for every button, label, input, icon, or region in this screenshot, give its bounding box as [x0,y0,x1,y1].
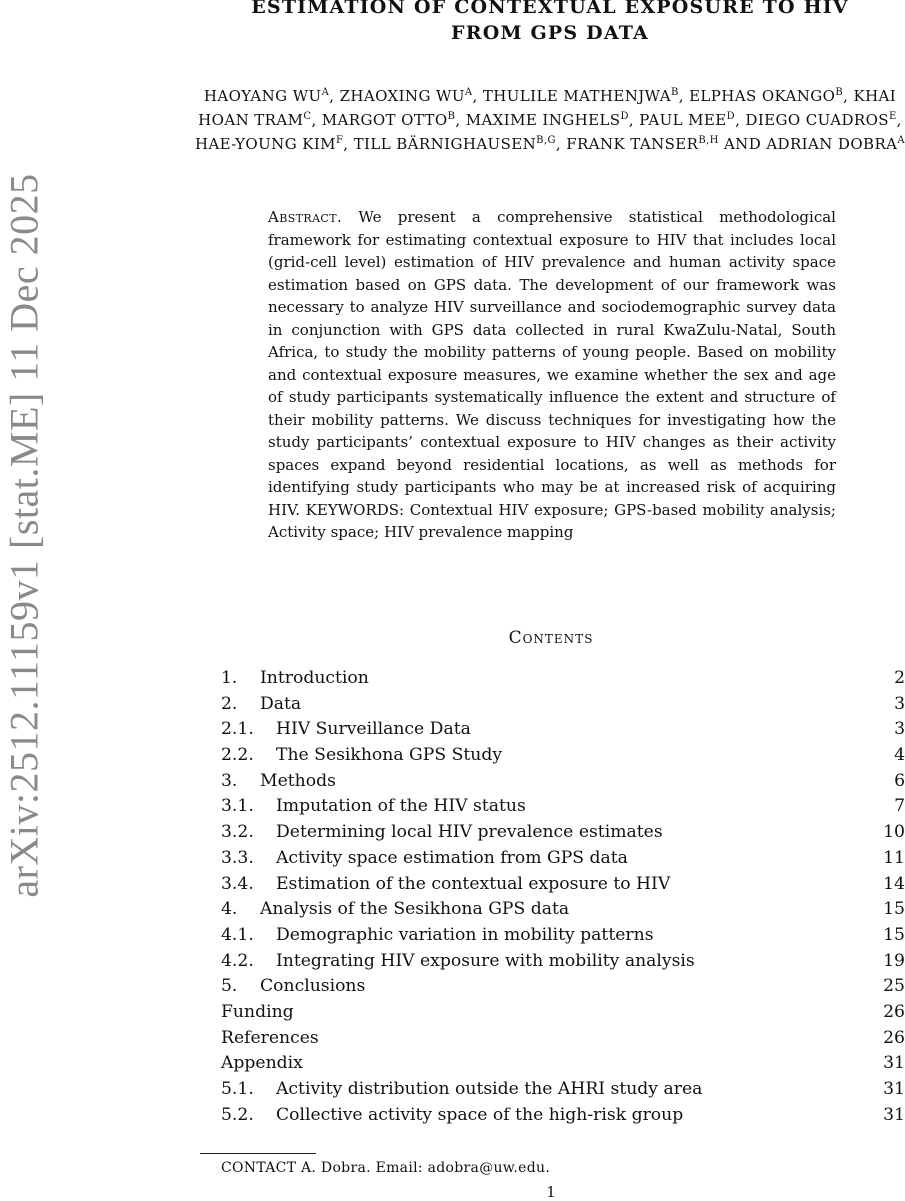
author-name: TILL BÄRNIGHAUSEN [353,135,537,153]
toc-entry-number: 3. [221,770,238,791]
toc-entry-number: 2.1. [221,719,254,740]
author-name: KHAI HOAN TRAM [198,87,897,129]
author-name: MARGOT OTTO [321,111,448,129]
paper-title [200,0,900,46]
contents-heading: Contents [508,628,594,648]
toc-entry-page: 3 [894,693,905,714]
author-name: HAE-YOUNG KIM [194,135,336,153]
arxiv-identifier-sidebar [0,172,48,898]
toc-entry-number: 4.1. [221,924,254,945]
toc-entry[interactable] [221,1103,905,1129]
author-affiliation: F [335,135,344,146]
author-name: HAOYANG WU [203,87,322,105]
toc-entry-page: 3 [894,719,905,740]
toc-entry-title: Introduction [260,668,369,688]
contact-footnote: CONTACT A. Dobra. Email: adobra@uw.edu. [221,1160,551,1176]
toc-entry-title: Integrating HIV exposure with mobility analysis [276,950,695,971]
toc-entry-number: 5.1. [221,1079,254,1099]
toc-entry-number: 1. [221,668,238,688]
author-name: ELPHAS OKANGO [689,87,836,105]
title-line-2: FROM GPS DATA [451,22,649,44]
toc-entry-page: 6 [894,770,905,791]
author-affiliation: D [726,111,736,122]
abstract-text: We present a comprehensive statistical methodological framework for estimating contextual exposure to HIV that includes local (grid-cell level) estimation of HIV prevalence and human activity space estimation based on GPS data. The development of our framework was necessary to analyze HIV surveillance and sociodemographic survey data in conjunction with GPS data collected in rural KwaZulu-Natal, South Africa, to study the mobility patterns of young people. Based on mobility and contextual exposure measures, we examine whether the sex and age of study participants systematically influence the extent and structure of their mobility patterns. We discuss techniques for investigating how the study participants’ contextual exposure to HIV changes as their activity spaces expand beyond residential locations, as well as methods for identifying study participants who may be at increased risk of acquiring HIV. KEYWORDS: Contextual HIV exposure; GPS-based mobility analysis; Activity space; HIV prevalence mapping [268,208,836,541]
author [689,87,853,105]
toc-entry-number: 4.2. [221,950,254,971]
author-separator: , [735,111,746,129]
page-number: 1 [546,1183,556,1201]
author [354,135,567,153]
abstract-label: Abstract. [268,208,343,226]
toc-entry-title: Activity distribution outside the AHRI study area [276,1079,703,1099]
toc-entry-number: 3.3. [221,847,254,868]
toc-entry-page: 2 [894,668,905,688]
toc-entry-number: 4. [221,899,238,920]
author-separator: , [343,135,354,153]
toc-entry-page: 4 [894,745,905,766]
author [745,111,901,129]
footnote-divider [200,1153,316,1154]
author-name: PAUL MEE [639,111,727,129]
author-name: FRANK TANSER [566,135,699,153]
toc-entry-page: 10 [883,822,905,843]
toc-entry-page: 14 [883,873,905,894]
toc-entry-title: Analysis of the Sesikhona GPS data [260,899,570,920]
author-name: ZHAOXING WU [339,87,465,105]
toc-entry[interactable] [221,666,905,692]
author-name: ADRIAN DOBRA [766,135,898,153]
toc-entry[interactable] [221,820,905,846]
toc-entry-title: Data [260,693,302,714]
author [204,87,340,105]
toc-entry-title: HIV Surveillance Data [276,719,471,740]
toc-entry-page: 15 [883,924,905,945]
abstract [268,206,836,544]
toc-entry-page: 31 [883,1053,905,1074]
author-list [190,84,905,156]
author [639,111,745,129]
toc-entry-title: Estimation of the contextual exposure to HIV [276,873,671,894]
toc-entry-title: Methods [260,770,336,791]
author-affiliation: A [897,135,905,146]
author-separator: , [455,111,466,129]
author-name: MAXIME INGHELS [465,111,621,129]
author-affiliation: B,H [698,135,719,146]
toc-entry-title: Demographic variation in mobility patterns [276,924,654,945]
toc-entry-page: 26 [883,1027,905,1048]
toc-entry-number: 5.2. [221,1104,254,1125]
toc-entry-page: 7 [894,796,905,817]
toc-entry[interactable] [221,872,905,898]
author-affiliation: E [888,111,897,122]
toc-entry-page: 31 [883,1079,905,1099]
toc-entry[interactable] [221,717,905,743]
author [483,87,689,105]
title-line-1: ESTIMATION OF CONTEXTUAL EXPOSURE TO HIV [251,0,849,18]
author-affiliation: A [321,87,330,98]
author [766,135,905,153]
toc-entry[interactable] [221,769,905,795]
author-affiliation: D [620,111,629,122]
toc-entry-number: 2.2. [221,745,254,766]
toc-entry[interactable] [221,692,905,718]
author-affiliation: B,G [536,135,556,146]
toc-entry-title: Determining local HIV prevalence estimates [276,822,663,843]
toc-entry[interactable] [221,1026,905,1052]
author-separator: , [472,87,483,105]
author-affiliation: B [835,87,844,98]
toc-entry-number: 2. [221,693,238,714]
author-separator: , [896,111,902,129]
toc-entry[interactable] [221,974,905,1000]
toc-entry-title: Appendix [221,1053,303,1074]
toc-entry-title: Collective activity space of the high-risk group [276,1104,684,1125]
author-affiliation: B [670,87,679,98]
author-affiliation: B [447,111,456,122]
author-name: THULILE MATHENJWA [482,87,671,105]
toc-entry-page: 11 [883,847,905,868]
toc-entry[interactable] [221,1000,905,1026]
toc-entry[interactable] [221,949,905,975]
toc-entry-page: 19 [883,950,905,971]
author [566,135,766,153]
toc-entry-title: Imputation of the HIV status [276,796,526,817]
author [195,135,354,153]
toc-entry-title: The Sesikhona GPS Study [276,745,503,766]
author-separator: , [555,135,567,153]
toc-entry-page: 15 [883,899,905,920]
arxiv-identifier-text: arXiv:2512.11159v1 [stat.ME] 11 Dec 2025 [1,172,47,898]
toc-entry-number: 3.1. [221,796,254,817]
toc-entry-title: References [221,1027,319,1048]
toc-entry-number: 3.4. [221,873,254,894]
toc-entry[interactable] [221,1051,905,1077]
toc-entry[interactable] [221,743,905,769]
author-affiliation: A [464,87,473,98]
author-separator: AND [718,135,767,153]
author-separator: , [843,87,854,105]
author-affiliation: C [303,111,312,122]
toc-entry-title: Conclusions [260,976,366,997]
toc-entry-title: Funding [221,1001,294,1022]
author-separator: , [678,87,690,105]
author [322,111,466,129]
author-separator: , [329,87,340,105]
author [466,111,640,129]
toc-entry[interactable] [221,897,905,923]
toc-entry-page: 25 [883,976,905,997]
author-separator: , [311,111,322,129]
author-separator: , [628,111,640,129]
toc-entry[interactable] [221,794,905,820]
table-of-contents [221,666,905,1128]
toc-entry[interactable] [221,1077,905,1103]
toc-entry-number: 5. [221,976,238,997]
author-name: DIEGO CUADROS [745,111,889,129]
toc-entry-page: 31 [883,1104,905,1125]
author [340,87,483,105]
toc-entry-page: 26 [883,1001,905,1022]
toc-entry-number: 3.2. [221,822,254,843]
toc-entry-title: Activity space estimation from GPS data [276,847,628,868]
toc-entry[interactable] [221,923,905,949]
toc-entry[interactable] [221,846,905,872]
